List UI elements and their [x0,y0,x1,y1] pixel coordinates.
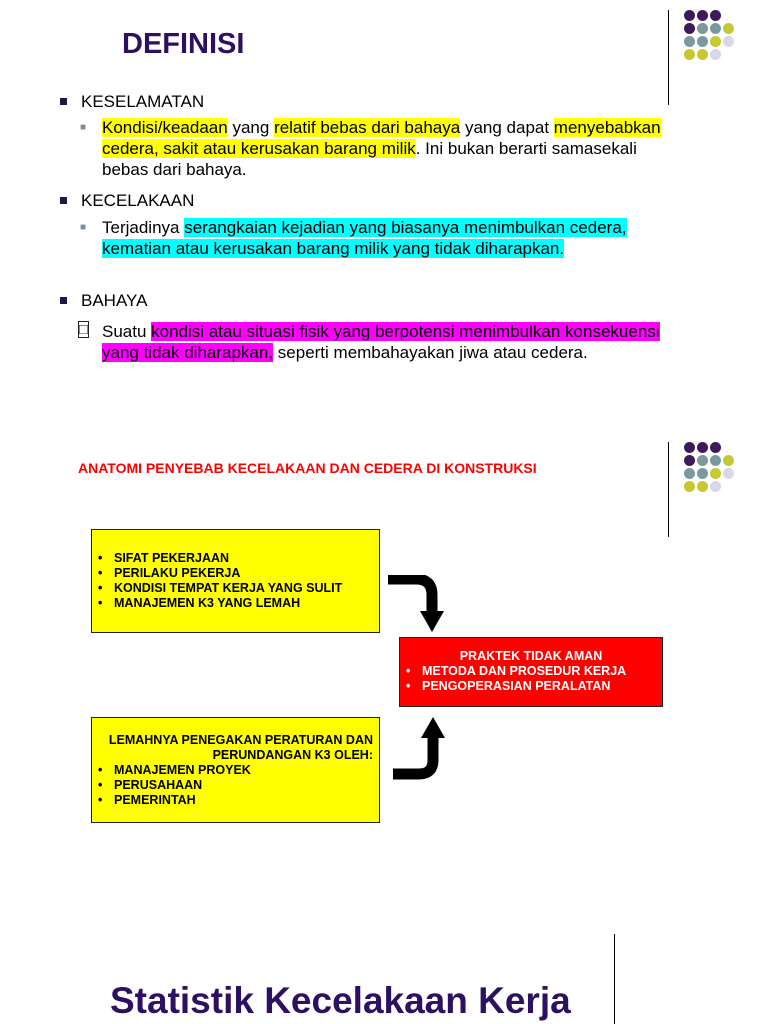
enforcement-title-line2: PERUNDANGAN K3 OLEH: [212,748,373,762]
divider-line-3 [614,934,615,1024]
divider-line-2 [668,442,669,537]
list-item: • PERILAKU PEKERJA [92,566,373,581]
decor-dot [684,468,695,479]
decor-dots-2 [684,442,734,492]
decor-dot [697,481,708,492]
statistik-title: Statistik Kecelakaan Kerja [110,980,571,1021]
definition-bahaya [79,321,662,363]
decor-dot [723,36,734,47]
body-text: Terjadinya [102,218,185,237]
body-text: seperti membahayakan jiwa atau cedera. [273,343,588,362]
enforcement-list [92,763,373,808]
decor-dot [723,10,734,21]
list-item: • PEMERINTAH [92,793,373,808]
decor-dot [710,455,721,466]
decor-dot [710,23,721,34]
decor-dot [684,49,695,60]
arrow-down-icon [388,575,450,635]
unsafe-practice-box [399,637,663,707]
page-title-definisi: DEFINISI [122,28,245,60]
list-item: • PENGOPERASIAN PERALATAN [400,679,656,694]
decor-dot [723,455,734,466]
enforcement-box [91,717,380,823]
bullet-small-square: ■ [80,222,87,233]
unsafe-practice-title: PRAKTEK TIDAK AMAN [459,649,603,663]
decor-dot [710,468,721,479]
list-item: • PERUSAHAAN [92,778,373,793]
highlighted-text: menyebabkan cedera, sakit atau kerusakan barang milik [102,118,661,158]
enforcement-title-line1: LEMAHNYA PENEGAKAN PERATURAN DAN [108,733,373,747]
body-text: . Ini bukan berarti samasekali bebas dari bahaya. [102,139,637,179]
decor-dot [710,481,721,492]
list-item: • KONDISI TEMPAT KERJA YANG SULIT [92,581,373,596]
decor-dot [684,455,695,466]
highlighted-text: kondisi atau situasi fisik yang berpotensi menimbulkan konsekuensi yang tidak diharapkan, [102,322,660,362]
unsafe-practice-list [400,664,656,694]
decor-dot [697,10,708,21]
factors-box [91,529,380,633]
decor-dot [684,481,695,492]
decor-dot [684,442,695,453]
definition-keselamatan [80,117,662,180]
factors-list [92,551,373,611]
decor-dot [684,23,695,34]
decor-dot [723,23,734,34]
bullet-square [60,297,67,304]
highlighted-text: Kondisi/keadaan [102,118,228,137]
divider-line-1 [668,10,669,105]
body-text: yang dapat [460,118,554,137]
decor-dot [697,36,708,47]
section-heading-bahaya: BAHAYA [60,291,147,311]
bullet-square [60,98,67,105]
list-item: • MANAJEMEN K3 YANG LEMAH [92,596,373,611]
decor-dot [710,442,721,453]
definition-kecelakaan [80,217,662,259]
bullet-hollow-square: □ [79,321,89,338]
arrow-up-icon [393,714,455,784]
list-item: • METODA DAN PROSEDUR KERJA [400,664,656,679]
decor-dot [697,49,708,60]
decor-dots-1 [684,10,734,60]
decor-dot [684,36,695,47]
list-item: • MANAJEMEN PROYEK [92,763,373,778]
bullet-square [60,197,67,204]
decor-dot [710,49,721,60]
section-heading-keselamatan: KESELAMATAN [60,92,204,112]
highlighted-text: serangkaian kejadian yang biasanya menimbulkan cedera, kematian atau kerusakan barang milik yang tidak diharapkan. [102,218,627,258]
bullet-small-square: ■ [80,122,87,133]
decor-dot [697,468,708,479]
anatomi-title: ANATOMI PENYEBAB KECELAKAAN DAN CEDERA DI KONSTRUKSI [78,460,537,476]
decor-dot [723,468,734,479]
decor-dot [697,23,708,34]
decor-dot [710,10,721,21]
highlighted-text: relatif bebas dari bahaya [274,118,461,137]
body-text: Suatu [102,322,152,341]
decor-dot [723,442,734,453]
decor-dot [697,455,708,466]
decor-dot [710,36,721,47]
decor-dot [684,10,695,21]
body-text: yang [227,118,275,137]
list-item: • SIFAT PEKERJAAN [92,551,373,566]
decor-dot [697,442,708,453]
section-heading-kecelakaan: KECELAKAAN [60,191,194,211]
